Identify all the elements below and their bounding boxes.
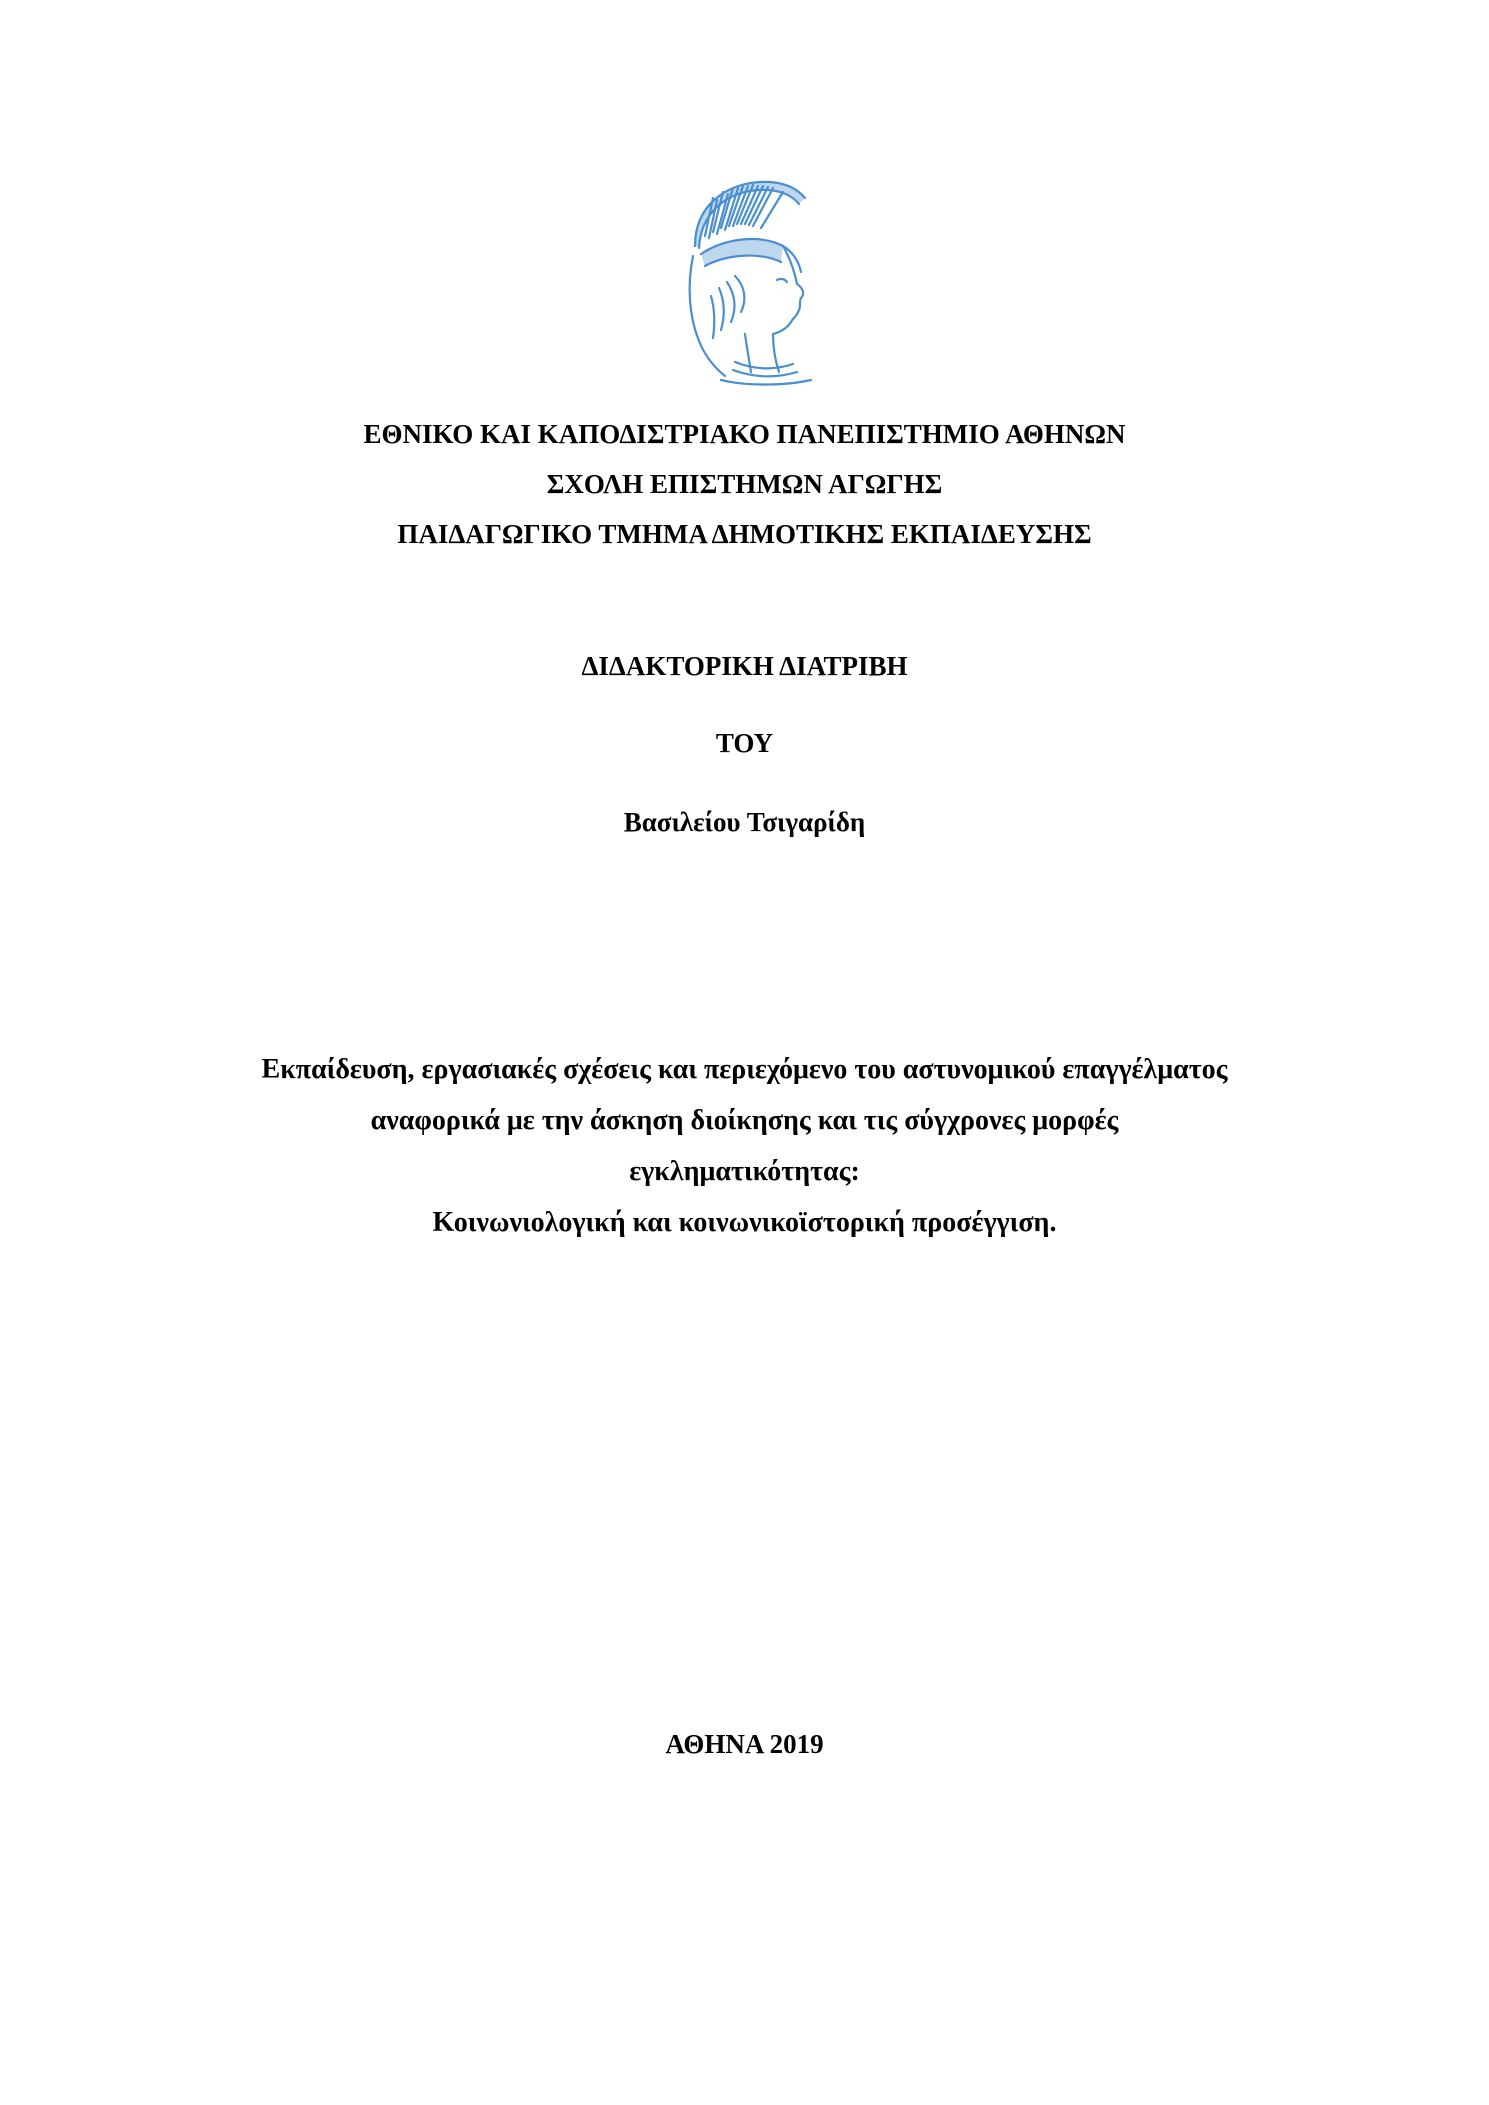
athena-head-icon — [665, 176, 820, 388]
thesis-type: ΔΙΔΑΚΤΟΡΙΚΗ ΔΙΑΤΡΙΒΗ — [581, 651, 908, 681]
place-year: ΑΘΗΝΑ 2019 — [665, 1729, 824, 1759]
thesis-title-line: αναφορικά με την άσκηση διοίκησης και τις σύγχρονες μορφές — [370, 1105, 1119, 1136]
department-name: ΠΑΙΔΑΓΩΓΙΚΟ ΤΜΗΜΑ ΔΗΜΟΤΙΚΗΣ ΕΚΠΑΙΔΕΥΣΗΣ — [397, 519, 1092, 549]
thesis-title-line: Εκπαίδευση, εργασιακές σχέσεις και περιεχόμενο του αστυνομικού επαγγέλματος — [261, 1054, 1228, 1085]
thesis-title-line: Κοινωνιολογική και κοινωνικοϊστορική προσέγγιση. — [432, 1207, 1057, 1238]
thesis-title-line: εγκληματικότητας: — [629, 1156, 860, 1187]
school-name: ΣΧΟΛΗ ΕΠΙΣΤΗΜΩΝ ΑΓΩΓΗΣ — [546, 469, 943, 499]
university-name: ΕΘΝΙΚΟ ΚΑΙ ΚΑΠΟΔΙΣΤΡΙΑΚΟ ΠΑΝΕΠΙΣΤΗΜΙΟ ΑΘΗΝΩΝ — [363, 419, 1126, 449]
author-name: Βασιλείου Τσιγαρίδη — [623, 807, 866, 837]
thesis-of: ΤΟΥ — [715, 728, 774, 758]
